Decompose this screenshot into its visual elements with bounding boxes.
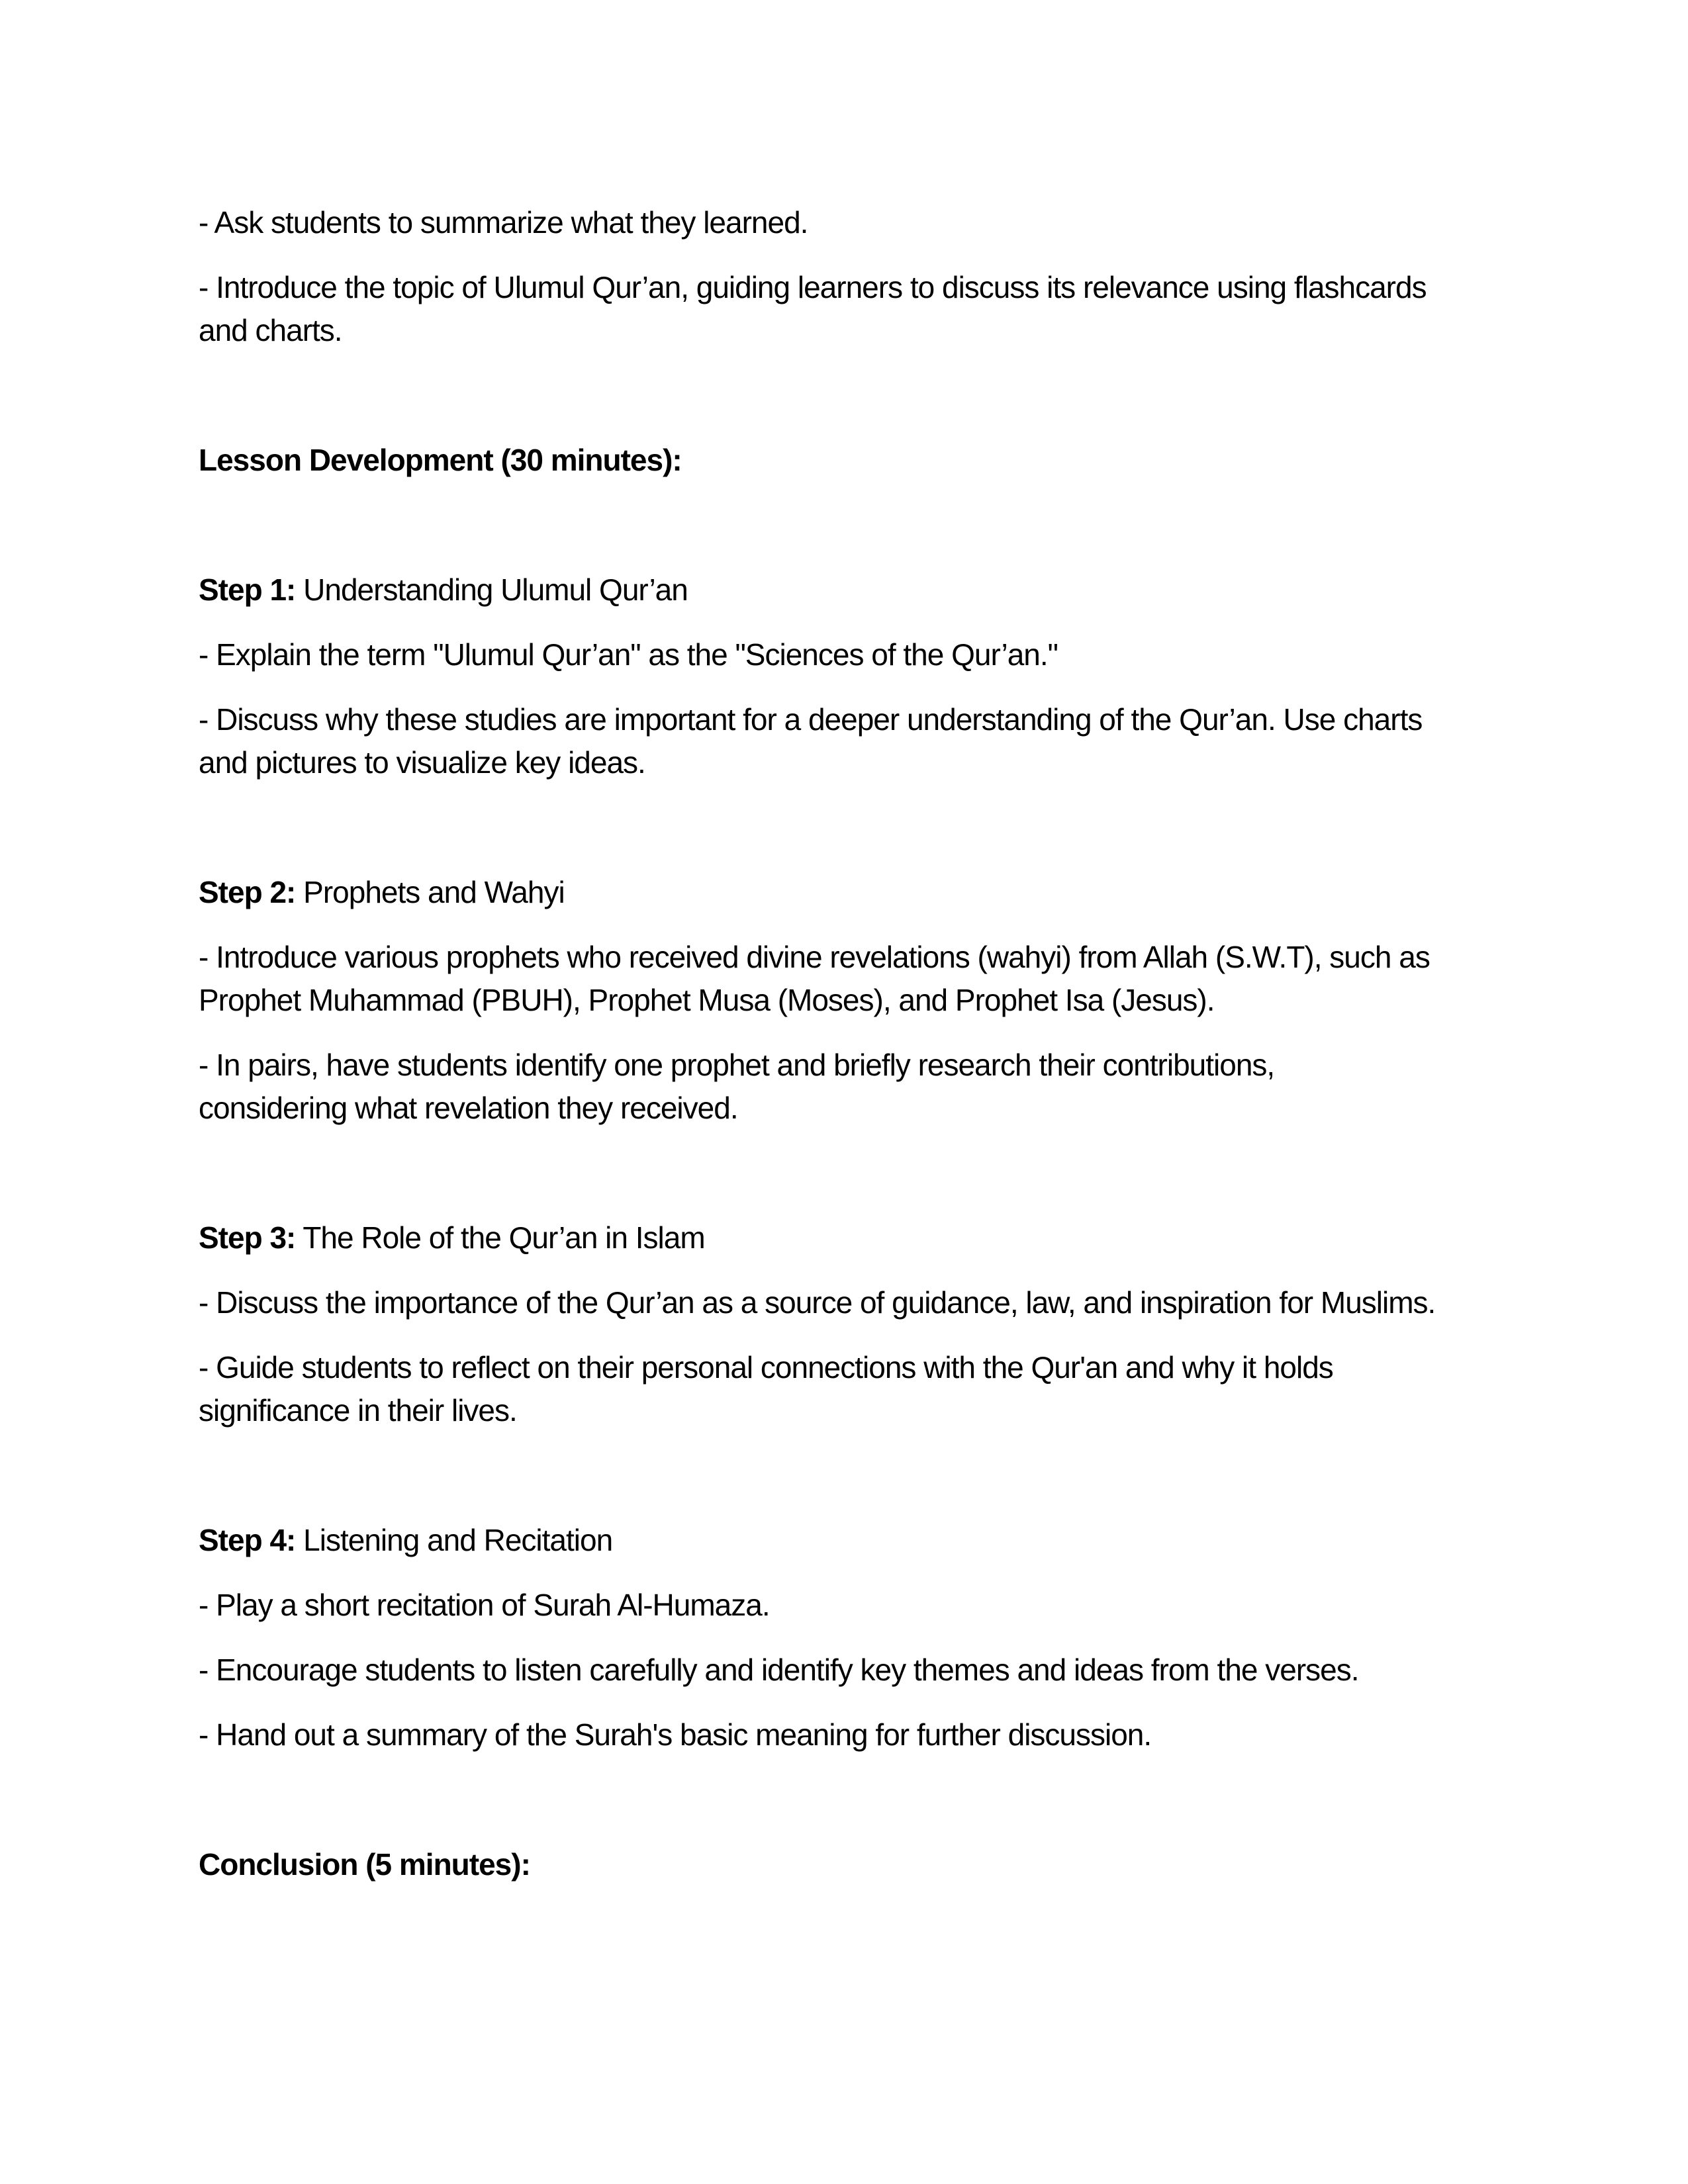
paragraph bbox=[199, 201, 1489, 244]
paragraph bbox=[199, 1843, 1489, 1886]
text-segment: Understanding Ulumul Qur’an bbox=[295, 572, 688, 607]
text-segment: considering what revelation they received. bbox=[199, 1091, 738, 1125]
text-segment: - Guide students to reflect on their personal connections with the Qur'an and why it holds bbox=[199, 1350, 1333, 1385]
text-segment: The Role of the Qur’an in Islam bbox=[295, 1220, 705, 1255]
paragraph bbox=[199, 1649, 1489, 1692]
paragraph-spacer bbox=[199, 374, 1489, 417]
text-segment: Prophets and Wahyi bbox=[295, 875, 565, 909]
text-segment: - Ask students to summarize what they learned. bbox=[199, 205, 808, 240]
text-segment: - Discuss the importance of the Qur’an as a source of guidance, law, and inspiration for Muslims. bbox=[199, 1285, 1436, 1320]
paragraph bbox=[199, 1519, 1489, 1562]
text-segment: - Introduce the topic of Ulumul Qur’an, guiding learners to discuss its relevance using flashcards bbox=[199, 270, 1427, 304]
text-segment: - In pairs, have students identify one prophet and briefly research their contributions, bbox=[199, 1048, 1275, 1082]
text-line bbox=[199, 936, 1489, 979]
text-line bbox=[199, 309, 1489, 352]
text-segment: significance in their lives. bbox=[199, 1393, 517, 1428]
paragraph-spacer bbox=[199, 806, 1489, 849]
paragraph bbox=[199, 439, 1489, 482]
text-line bbox=[199, 1216, 1489, 1259]
paragraph-spacer bbox=[199, 1152, 1489, 1195]
text-line bbox=[199, 1281, 1489, 1324]
text-segment: - Introduce various prophets who received divine revelations (wahyi) from Allah (S.W.T), such as bbox=[199, 940, 1430, 974]
text-line bbox=[199, 266, 1489, 309]
paragraph bbox=[199, 633, 1489, 676]
text-line bbox=[199, 1649, 1489, 1692]
text-line bbox=[199, 569, 1489, 612]
text-line bbox=[199, 1044, 1489, 1087]
text-segment: - Explain the term "Ulumul Qur’an" as the "Sciences of the Qur’an." bbox=[199, 637, 1058, 672]
bold-text-segment: Step 2: bbox=[199, 875, 296, 909]
text-line bbox=[199, 1584, 1489, 1627]
text-line bbox=[199, 741, 1489, 784]
text-segment: and charts. bbox=[199, 313, 342, 347]
text-line bbox=[199, 1713, 1489, 1756]
text-line bbox=[199, 698, 1489, 741]
bold-text-segment: Lesson Development (30 minutes): bbox=[199, 443, 682, 477]
text-line bbox=[199, 1389, 1489, 1432]
text-segment: and pictures to visualize key ideas. bbox=[199, 745, 645, 780]
text-line bbox=[199, 1519, 1489, 1562]
paragraph bbox=[199, 1346, 1489, 1432]
text-line bbox=[199, 871, 1489, 914]
text-segment: - Play a short recitation of Surah Al-Humaza. bbox=[199, 1588, 770, 1622]
paragraph bbox=[199, 1713, 1489, 1756]
bold-text-segment: Step 3: bbox=[199, 1220, 296, 1255]
text-segment: - Discuss why these studies are important for a deeper understanding of the Qur’an. Use charts bbox=[199, 702, 1423, 737]
text-line bbox=[199, 439, 1489, 482]
paragraph bbox=[199, 871, 1489, 914]
text-segment: Listening and Recitation bbox=[295, 1523, 613, 1557]
text-segment: Prophet Muhammad (PBUH), Prophet Musa (Moses), and Prophet Isa (Jesus). bbox=[199, 983, 1215, 1017]
document-content bbox=[199, 201, 1489, 1908]
paragraph bbox=[199, 1584, 1489, 1627]
paragraph-spacer bbox=[199, 1778, 1489, 1821]
text-segment: - Encourage students to listen carefully and identify key themes and ideas from the verses. bbox=[199, 1653, 1359, 1687]
paragraph-spacer bbox=[199, 1454, 1489, 1497]
text-line bbox=[199, 979, 1489, 1022]
paragraph bbox=[199, 1216, 1489, 1259]
bold-text-segment: Step 1: bbox=[199, 572, 296, 607]
bold-text-segment: Conclusion (5 minutes): bbox=[199, 1847, 530, 1882]
text-line bbox=[199, 633, 1489, 676]
paragraph bbox=[199, 569, 1489, 612]
text-line bbox=[199, 201, 1489, 244]
paragraph bbox=[199, 936, 1489, 1022]
text-segment: - Hand out a summary of the Surah's basic meaning for further discussion. bbox=[199, 1717, 1152, 1752]
paragraph bbox=[199, 698, 1489, 784]
text-line bbox=[199, 1087, 1489, 1130]
paragraph bbox=[199, 266, 1489, 352]
paragraph bbox=[199, 1044, 1489, 1130]
text-line bbox=[199, 1346, 1489, 1389]
bold-text-segment: Step 4: bbox=[199, 1523, 296, 1557]
paragraph bbox=[199, 1281, 1489, 1324]
paragraph-spacer bbox=[199, 504, 1489, 547]
text-line bbox=[199, 1843, 1489, 1886]
